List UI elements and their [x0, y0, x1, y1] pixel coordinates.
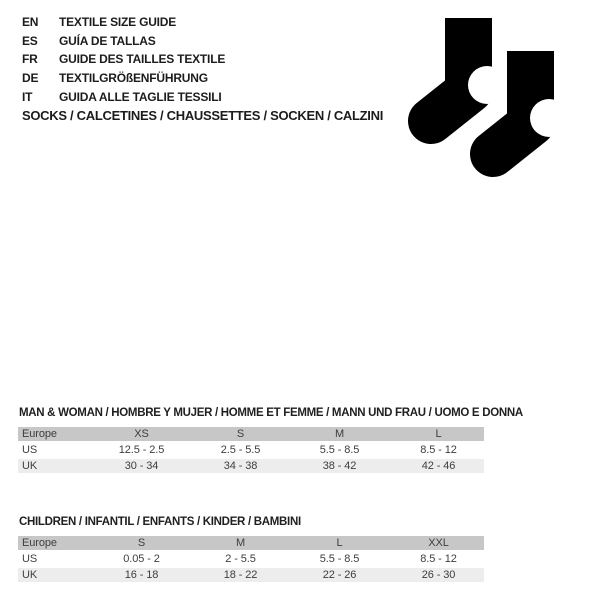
size-table-adult [18, 427, 484, 473]
sock-right-icon [493, 51, 568, 154]
language-row-fr [22, 50, 225, 69]
column-header: Europe [22, 428, 57, 440]
column-header: Europe [22, 537, 57, 549]
column-header: XS [134, 428, 149, 440]
language-code: EN [22, 15, 39, 30]
size-value-cell: 5.5 - 8.5 [319, 444, 360, 456]
language-label: GUÍA DE TALLAS [59, 33, 156, 48]
table-row-us [18, 552, 484, 566]
size-value-cell: 30 - 34 [124, 460, 159, 472]
column-header: L [435, 428, 442, 440]
size-value-cell: 12.5 - 2.5 [118, 444, 165, 456]
column-header: S [137, 537, 146, 549]
size-table-children [18, 536, 484, 582]
column-header: M [334, 428, 345, 440]
language-row-es [22, 32, 225, 51]
size-table-section-adult [18, 407, 523, 475]
size-value-cell: 42 - 46 [421, 460, 456, 472]
size-value-cell: 2 - 5.5 [225, 553, 256, 565]
table-row-us [18, 443, 484, 457]
column-header: L [336, 537, 343, 549]
language-label: TEXTILE SIZE GUIDE [59, 15, 177, 30]
language-label: GUIDA ALLE TAGLIE TESSILI [59, 89, 222, 104]
size-value-cell: 18 - 22 [223, 569, 258, 581]
language-code: ES [22, 33, 38, 48]
size-value-cell: 8.5 - 12 [420, 553, 457, 565]
table-title-children: CHILDREN / INFANTIL / ENFANTS / KINDER / BAMBINI [19, 516, 301, 528]
language-list [22, 13, 225, 106]
row-region-label: UK [22, 460, 38, 472]
column-header: M [235, 537, 246, 549]
column-header: S [236, 428, 245, 440]
table-header-row [18, 536, 484, 550]
language-label: TEXTILGRÖßENFÜHRUNG [59, 71, 208, 86]
column-header: XXL [428, 537, 449, 549]
size-value-cell: 5.5 - 8.5 [319, 553, 360, 565]
size-value-cell: 8.5 - 12 [420, 444, 457, 456]
size-value-cell: 26 - 30 [421, 569, 456, 581]
language-code: DE [22, 71, 39, 86]
socks-icon [400, 5, 580, 185]
size-value-cell: 22 - 26 [322, 569, 357, 581]
row-region-label: US [22, 444, 38, 456]
table-title-adult: MAN & WOMAN / HOMBRE Y MUJER / HOMME ET FEMME / MANN UND FRAU / UOMO E DONNA [19, 407, 523, 419]
size-value-cell: 38 - 42 [322, 460, 357, 472]
language-code: IT [22, 89, 33, 104]
category-heading: SOCKS / CALCETINES / CHAUSSETTES / SOCKEN / CALZINI [22, 108, 384, 123]
language-row-de [22, 69, 225, 88]
language-label: GUIDE DES TAILLES TEXTILE [59, 52, 226, 67]
row-region-label: UK [22, 569, 38, 581]
size-table-section-children [18, 516, 484, 584]
row-region-label: US [22, 553, 38, 565]
table-header-row [18, 427, 484, 441]
size-value-cell: 2.5 - 5.5 [220, 444, 261, 456]
size-value-cell: 34 - 38 [223, 460, 258, 472]
size-value-cell: 0.05 - 2 [123, 553, 160, 565]
table-row-uk [18, 568, 484, 582]
sock-left-icon [431, 18, 506, 121]
language-row-en [22, 13, 225, 32]
size-value-cell: 16 - 18 [124, 569, 159, 581]
language-code: FR [22, 52, 38, 67]
table-row-uk [18, 459, 484, 473]
language-row-it [22, 87, 225, 106]
